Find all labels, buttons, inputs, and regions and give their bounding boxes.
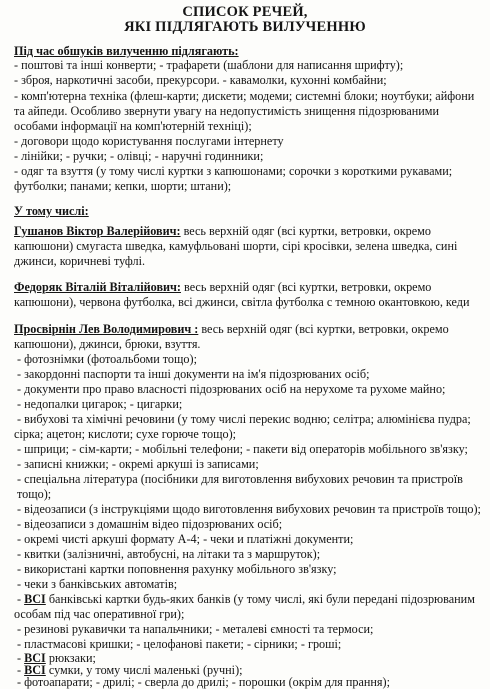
person-description: весь верхній одяг (всі куртки, ветровки, окремо (198, 322, 449, 336)
general-line: - поштові та інші конверти; - трафарети (шаблони для написання шрифту); (14, 58, 404, 72)
emphasis-all: ВСІ (24, 663, 46, 677)
list-item: - окремі чисті аркуші формату А-4; - чеки и платіжні документи; (17, 532, 354, 546)
bank-cards-text: банківські картки будь-яких банків (у тому числі, які були передані підозрюваним (45, 592, 475, 606)
person-name: Федоряк Віталій Віталійович: (14, 280, 181, 294)
general-line: - зброя, наркотичні засоби, прекурсори. - кавамолки, кухонні комбайни; (14, 73, 387, 87)
list-item: - спеціальна література (посібники для виготовлення вибухових речовин та пристроїв (17, 472, 463, 486)
general-line: - одяг та взуття (у тому числі куртки з капюшонами; сорочки з короткими рукавами; (14, 164, 453, 178)
list-item: - фотознімки (фотоальбоми тощо); (17, 352, 197, 366)
list-item: тощо); (17, 487, 52, 501)
list-item: - відеозаписи (з інструкціями щодо виготовлення вибухових речовин та пристроїв тощо); (17, 502, 481, 516)
list-item: - резинові рукавички та напальчники; - металеві ємності та термоси; (17, 622, 374, 636)
emphasis-all: ВСІ (24, 651, 46, 665)
emphasis-all: ВСІ (24, 592, 46, 606)
list-item: - чеки з банківських автоматів; (17, 577, 178, 591)
list-item: - вибухові та хімічні речовини (у тому числі перекис водню; селітра; алюмінієва пудра; (17, 412, 471, 426)
general-line: особами інформації на комп'ютерній техніці); (14, 119, 252, 133)
list-item: - відеозаписи з домашнім відео підозрюваних осіб; (17, 517, 283, 531)
list-dash: - (17, 663, 25, 677)
list-dash: - (17, 651, 25, 665)
person-entry (14, 224, 431, 238)
list-item: - використані картки поповнення рахунку мобільного зв'язку; (17, 562, 337, 576)
list-item: - записні книжки; - окремі аркуші із записами; (17, 457, 259, 471)
general-line: - договори щодо користування послугами інтернету (14, 134, 284, 148)
person-name: Гушанов Віктор Валерійович: (14, 224, 181, 238)
person-line: джинси, коричневі туфлі. (14, 254, 146, 268)
list-item: - документи про право власності підозрюваних осіб на нерухоме та рухоме майно; (17, 382, 446, 396)
list-dash: - (17, 592, 25, 606)
person-description: весь верхній одяг (всі куртки, ветровки, окремо (180, 224, 431, 238)
person-entry (14, 280, 431, 294)
person-description: весь верхній одяг (всі куртки, ветровки, окремо (180, 280, 432, 294)
list-item: - фотоапарати; - дрилі; - сверла до дрилі; - порошки (окрім для прання); (17, 675, 390, 689)
general-line: та айпеди. Особливо звернути увагу на недопустимість знищення підозрюваними (14, 104, 440, 118)
person-line: капюшони), червона футболка, всі джинси, світла футболка с темною окантовкою, кеди (14, 295, 470, 309)
general-line: футболки; панами; кепки, шорти; штани); (14, 179, 232, 193)
list-item: - квитки (залізничні, автобусні, на літаки та з маршруток); (17, 547, 321, 561)
list-item: - закордонні паспорти та інші документи на ім'я підозрюваних осіб; (17, 367, 370, 381)
list-item: - пластмасові кришки; - целофанові пакети; - сірники; - гроші; (17, 637, 342, 651)
person-line: капюшони), джинси, брюки, взуття. (14, 337, 201, 351)
document-title-line-1: СПИСОК РЕЧЕЙ, (182, 4, 308, 20)
person-line: капюшони) смугаста шведка, камуфльовані шорти, сірі кросівки, зелена шведка, сині (14, 239, 458, 253)
person-name: Просвірнін Лев Володимирович : (14, 322, 199, 336)
bags-text: сумки, у тому числі маленькі (ручні); (45, 663, 243, 677)
general-line: - комп'ютерна техніка (флеш-карти; дискети; модеми; системні блоки; ноутбуки; айфони (14, 89, 475, 103)
bank-cards-item-continued: особам під час оперативної гри); (14, 607, 185, 621)
person-entry (14, 322, 449, 336)
list-item: - шприци; - сім-карти; - мобільні телефони; - пакети від операторів мобільного зв'язку; (17, 442, 468, 456)
backpacks-text: рюкзаки; (45, 651, 96, 665)
general-line: - лінійки; - ручки; - олівці; - наручні годинники; (14, 149, 264, 163)
general-heading: Під час обшуків вилученню підлягають: (14, 44, 239, 58)
list-item: - недопалки цигарок; - цигарки; (17, 397, 183, 411)
list-item: сірка; ацетон; кислоти; сухе горюче тощо); (14, 427, 237, 441)
bank-cards-item (17, 592, 475, 606)
section-heading: У тому числі: (14, 204, 89, 218)
document-title-line-2: ЯКІ ПІДЛЯГАЮТЬ ВИЛУЧЕННЮ (124, 19, 366, 35)
